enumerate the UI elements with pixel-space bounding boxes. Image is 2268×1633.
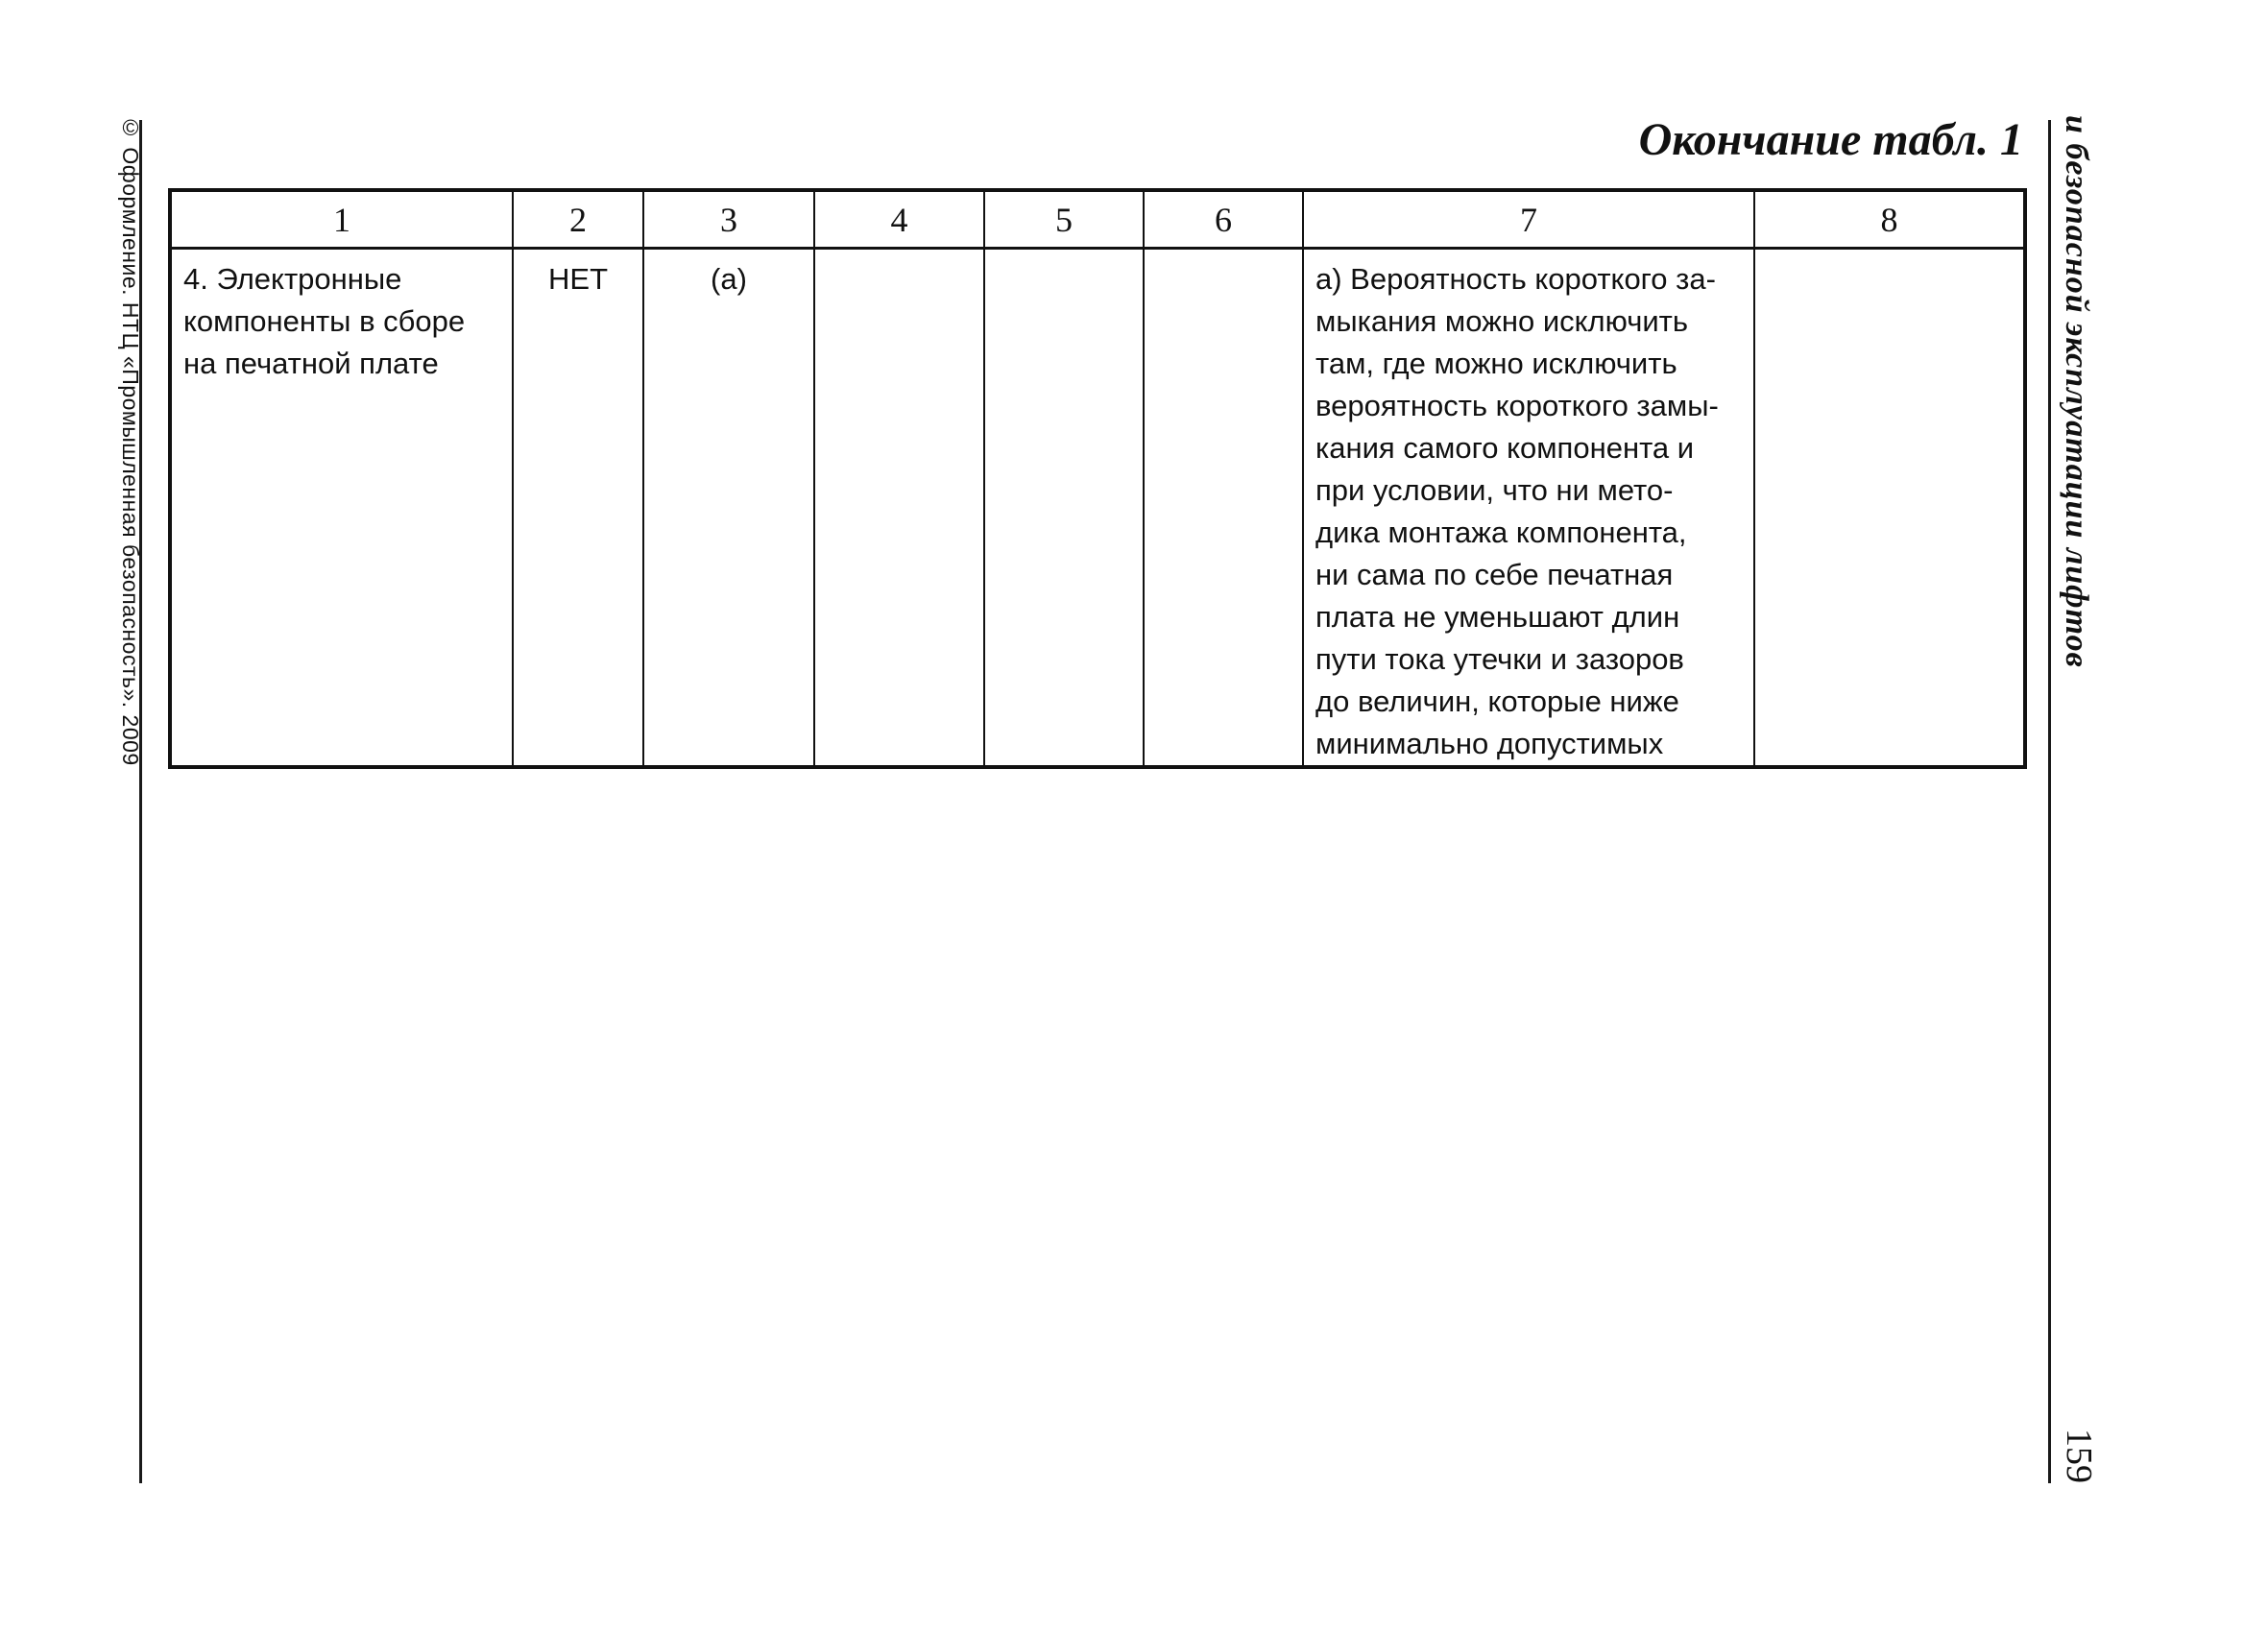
column-header-5: 5 — [984, 190, 1144, 249]
note-text-line: там, где можно исключить — [1315, 347, 1677, 380]
cell-col-8 — [1754, 249, 2025, 768]
copyright-notice: © Оформление. НТЦ «Промышленная безопасность». 2009 — [118, 115, 143, 766]
cell-text-line: компоненты в сборе — [183, 304, 466, 338]
cell-col-7-note — [1303, 249, 1754, 768]
cell-value-a: (а) — [711, 262, 747, 296]
cell-item-name — [170, 249, 513, 768]
column-header-3: 3 — [643, 190, 814, 249]
table-caption: Окончание табл. 1 — [1638, 114, 2023, 165]
note-text-line: до величин, которые ниже — [1315, 684, 1679, 718]
note-text-line: плата не уменьшают длин — [1315, 600, 1680, 634]
table-row — [170, 249, 2025, 768]
note-text-line: минимально допустимых — [1315, 727, 1664, 760]
column-header-6: 6 — [1144, 190, 1303, 249]
cell-value-net: НЕТ — [548, 262, 608, 296]
column-header-7: 7 — [1303, 190, 1754, 249]
cell-text-line: 4. Электронные — [183, 262, 402, 296]
cell-col-4 — [814, 249, 984, 768]
table-header-row — [170, 190, 2025, 249]
column-header-2: 2 — [513, 190, 643, 249]
page-number: 159 — [2059, 1429, 2099, 1483]
cell-col-6 — [1144, 249, 1303, 768]
column-header-4: 4 — [814, 190, 984, 249]
right-margin-rule — [2048, 120, 2051, 1483]
note-text-line: кания самого компонента и — [1315, 431, 1695, 465]
note-text-line: вероятность короткого замы- — [1315, 389, 1719, 422]
note-text-line: а) Вероятность короткого за- — [1315, 262, 1716, 296]
cell-text-line: на печатной плате — [183, 347, 439, 380]
note-text-line: мыкания можно исключить — [1315, 304, 1689, 338]
note-text-line: пути тока утечки и зазоров — [1315, 642, 1684, 676]
data-table — [168, 188, 2027, 769]
cell-col-3 — [643, 249, 814, 768]
cell-col-2 — [513, 249, 643, 768]
note-text-line: дика монтажа компонента, — [1315, 516, 1687, 549]
cell-col-5 — [984, 249, 1144, 768]
column-header-8: 8 — [1754, 190, 2025, 249]
note-text-line: ни сама по себе печатная — [1315, 558, 1674, 591]
note-text-line: при условии, что ни мето- — [1315, 473, 1674, 507]
column-header-1: 1 — [170, 190, 513, 249]
running-header: и безопасной эксплуатации лифтов — [2059, 115, 2094, 668]
